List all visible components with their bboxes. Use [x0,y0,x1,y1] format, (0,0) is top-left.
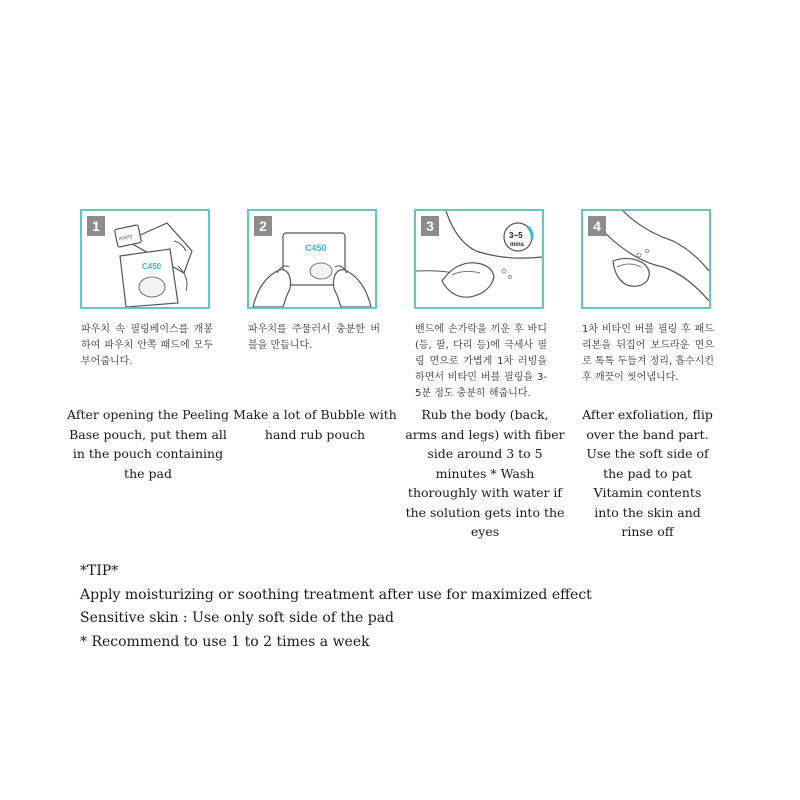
step-3-english-text: Rub the body (back, arms and legs) with fiber side around 3 to 5 minutes * Wash thoroughly with water if the solution gets into the eyes [405,407,565,539]
step-number-badge: 2 [254,216,272,236]
step-3-korean-text: 밴드에 손가락을 끼운 후 바디(등, 팔, 다리 등)에 극세사 필링 면으로 가볍게 1차 러빙을 하면서 비타민 버블 필링을 3-5분 정도 충분히 해줍니다. [415,324,547,399]
pouch-brand-text: C450 [305,243,327,253]
step-3-frame [414,209,544,309]
timer-value: 3~5 [509,231,523,240]
step-2-korean-text: 파우치를 주물러서 충분한 버블을 만듭니다. [248,324,380,351]
small-sachet-label: 비타민 [118,234,134,243]
step-1-korean-text: 파우치 속 필링베이스를 개봉하여 파우치 안쪽 패드에 모두 부어줍니다. [81,324,213,367]
step-1-english-text: After opening the Peeling Base pouch, put them all in the pouch containing the pad [67,407,229,481]
step-1-frame [80,209,210,309]
step-number-badge: 3 [421,216,439,236]
step-2-english-text: Make a lot of Bubble with hand rub pouch [233,407,397,442]
tip-line-2: Sensitive skin : Use only soft side of the pad [80,610,395,626]
step-number-badge: 4 [588,216,606,236]
step-4-korean-text: 1차 비타민 버블 필링 후 패드리본을 뒤집어 보드라운 면으로 톡톡 두들겨 정리, 흡수시킨 후 깨끗이 씻어냅니다. [582,324,714,383]
step-4-frame [581,209,711,309]
pouch-brand-text: C450 [142,262,162,271]
tip-section [80,560,760,654]
step-number-badge: 1 [87,216,105,236]
step-2-frame [247,209,377,309]
tip-line-3: * Recommend to use 1 to 2 times a week [80,633,370,650]
tip-line-1: Apply moisturizing or soothing treatment after use for maximized effect [80,586,592,603]
tip-title: *TIP* [80,563,119,579]
timer-unit: mins [510,242,525,248]
step-4-english-text: After exfoliation, flip over the band part. Use the soft side of the pad to pat Vitamin contents into the skin and rinse off [582,407,713,539]
